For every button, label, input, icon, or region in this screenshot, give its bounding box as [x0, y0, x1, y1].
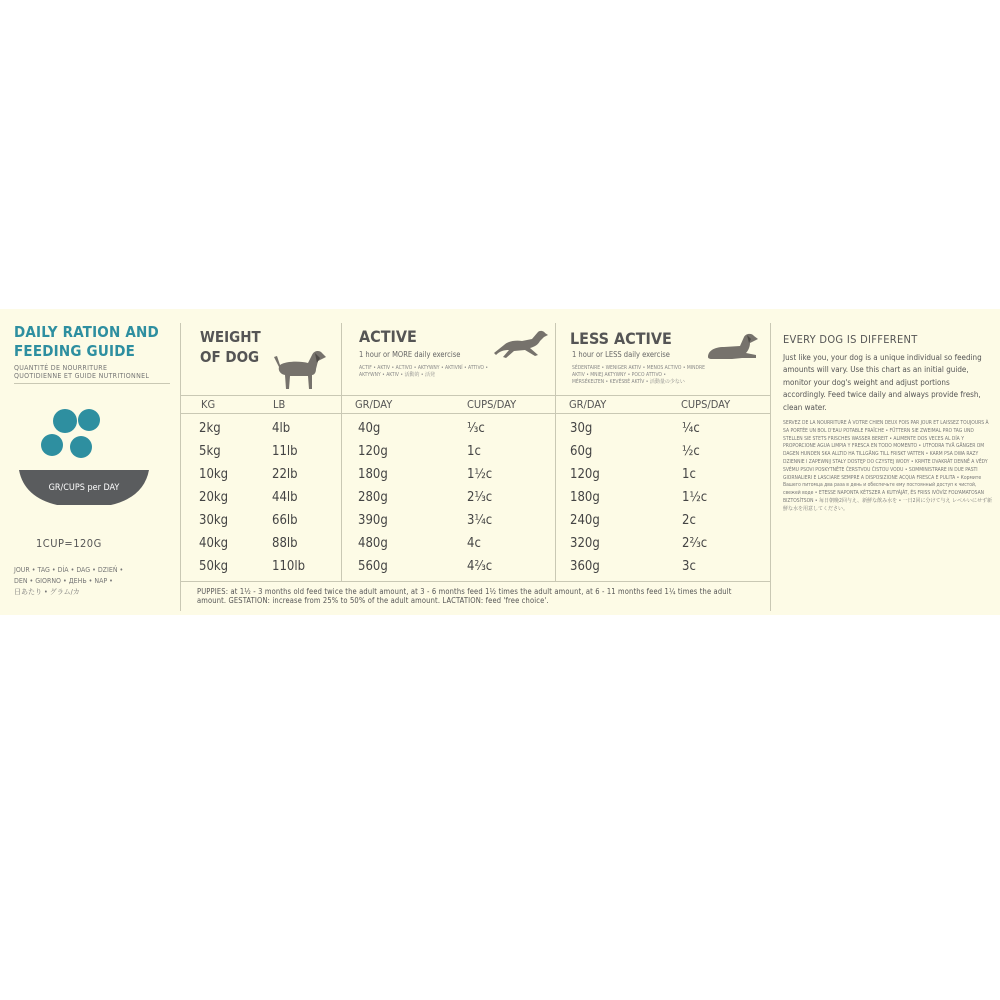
puppy-footnote: PUPPIES: at 1½ - 3 months old feed twice the adult amount, at 3 - 6 months feed 1½ times the adult amount, at 6 - 11 months feed 1¼ times the adult amount. GESTATION: increase from 25% to 50% of the adult amount. LACTATION: feed 'free choice'. — [197, 587, 732, 605]
weight-kg-cell: 30kg — [199, 513, 229, 528]
active-cups-cell: 2⅓c — [467, 490, 493, 505]
weight-kg-cell: 50kg — [199, 559, 229, 574]
feeding-guide-label — [0, 309, 1000, 615]
weight-lb-cell: 110lb — [272, 559, 305, 574]
less-cups-cell: 2c — [682, 513, 696, 528]
cup-conversion: 1CUP=120G — [36, 537, 102, 550]
every-dog-body: Just like you, your dog is a unique individual so feeding amounts will vary. Use this chart as an initial guide, monitor your dog's weight and adjust portions accordingly. Feed twice daily and always provide fresh, clean water. — [783, 353, 982, 412]
weight-lb-cell: 22lb — [272, 467, 298, 482]
active-gr-cell: 120g — [358, 444, 388, 459]
active-gr-cell: 280g — [358, 490, 388, 505]
divider — [14, 383, 170, 384]
less-cups-cell: 2⅔c — [682, 536, 708, 551]
table-row — [180, 467, 770, 490]
table-row — [180, 536, 770, 559]
column-header-active-gr: GR/DAY — [355, 398, 393, 411]
weight-lb-cell: 66lb — [272, 513, 298, 528]
bowl-label: GR/CUPS per DAY — [48, 483, 120, 493]
active-translations: ACTIF • AKTIV • ACTIVO • AKTYWNY • AKTIVNÍ • ATTIVO • AKTYWNY • AKTIV • 活動的 • 活発 — [359, 365, 489, 378]
weight-kg-cell: 5kg — [199, 444, 221, 459]
active-heading: ACTIVE — [359, 327, 417, 346]
weight-lb-cell: 44lb — [272, 490, 298, 505]
table-row — [180, 559, 770, 582]
active-gr-cell: 180g — [358, 467, 388, 482]
less-gr-cell: 320g — [570, 536, 600, 551]
column-header-kg: KG — [201, 398, 216, 411]
weight-kg-cell: 10kg — [199, 467, 229, 482]
table-row — [180, 513, 770, 536]
table-row — [180, 421, 770, 444]
divider — [180, 395, 770, 396]
weight-heading: WEIGHT OF DOG — [200, 328, 261, 366]
less-cups-cell: 1½c — [682, 490, 708, 505]
standing-dog-icon — [270, 345, 328, 393]
active-gr-cell: 480g — [358, 536, 388, 551]
divider — [180, 413, 770, 414]
less-gr-cell: 30g — [570, 421, 593, 436]
weight-kg-cell: 40kg — [199, 536, 229, 551]
column-header-less-cups: CUPS/DAY — [681, 398, 731, 411]
weight-lb-cell: 4lb — [272, 421, 291, 436]
active-cups-cell: 3¼c — [467, 513, 493, 528]
guide-title: DAILY RATION AND FEEDING GUIDE — [14, 323, 159, 360]
active-gr-cell: 560g — [358, 559, 388, 574]
less-active-description: 1 hour or LESS daily exercise — [572, 350, 670, 359]
active-cups-cell: 1c — [467, 444, 481, 459]
less-gr-cell: 240g — [570, 513, 600, 528]
weight-kg-cell: 2kg — [199, 421, 221, 436]
weight-lb-cell: 88lb — [272, 536, 298, 551]
less-cups-cell: ½c — [682, 444, 700, 459]
weight-lb-cell: 11lb — [272, 444, 298, 459]
less-active-translations: SÉDENTAIRE • WENIGER AKTIV • MENOS ACTIVO • MINDRE AKTIV • MNIEJ AKTYWNY • POCO ATTIVO • MÉRSÉKELTEN • KEVÉSBÉ AKTÍV • 活動量の少ない — [572, 365, 705, 385]
divider — [770, 323, 771, 611]
active-cups-cell: 1½c — [467, 467, 493, 482]
less-gr-cell: 360g — [570, 559, 600, 574]
lying-dog-icon — [704, 331, 762, 361]
day-translations: JOUR • TAG • DÍA • DAG • DZIEŃ • DEN • GIORNO • ДЕНЬ • NAP • 日あたり • グラム/カ — [14, 566, 124, 596]
every-dog-heading: EVERY DOG IS DIFFERENT — [783, 333, 918, 346]
feeding-translations: SERVEZ DE LA NOURRITURE À VOTRE CHIEN DEUX FOIS PAR JOUR ET LAISSEZ TOUJOURS À SA PORTÉE UN BOL D'EAU POTABLE FRAÎCHE • FÜTTERN SIE ZWEIMAL PRO TAG UND STELLEN SIE STETS FRISCHES WASSER BEREIT • ALIMENTE DOS VECES AL DÍA Y PROPORCIONE AGUA LIMPIA Y FRESCA EN TODO MOMENTO • UTFODRA TVÅ GÅNGER OM DAGEN HUNDEN SKA ALLTID HA TILLGÅNG TILL FRISKT VATTEN • KARM PSA DWA RAZY DZIENNIE I ZAPEWNIJ STAŁY DOSTĘP DO CZYSTEJ WODY • KRMTE DVAKRÁT DENNĚ A VĚDY SVÉMU PSOVI POSKYTNĚTE ČERSTVOU ČISTOU VODU • SOMMINISTRARE IN DUE PASTI GIORNALIERI E LASCIARE SEMPRE A DISPOSIZIONE ACQUA FRESCA E PULITA • Кормите Вашего питомца два раза в день и обеспечьте ему постоянный доступ к чистой, свежей воде • ETESSE NAPONTA KÉTSZER A KUTYÁJÁT, ÉS FRISS IVÓVÍZ FOLYAMATOSAN BIZTOSÍTSON • 毎日朝晩2回与え、新鮮な飲み水を • 一日2回に分けて与え レベルいにせず新鮮な水を用意してください。 — [783, 420, 992, 512]
column-header-active-cups: CUPS/DAY — [467, 398, 517, 411]
active-description: 1 hour or MORE daily exercise — [359, 350, 461, 359]
running-dog-icon — [492, 329, 550, 359]
food-bowl-icon — [14, 405, 154, 505]
active-cups-cell: 4c — [467, 536, 481, 551]
active-gr-cell: 40g — [358, 421, 381, 436]
table-row — [180, 490, 770, 513]
active-cups-cell: 4⅔c — [467, 559, 493, 574]
less-gr-cell: 60g — [570, 444, 593, 459]
less-gr-cell: 180g — [570, 490, 600, 505]
less-active-heading: LESS ACTIVE — [570, 329, 672, 348]
weight-kg-cell: 20kg — [199, 490, 229, 505]
less-cups-cell: 3c — [682, 559, 696, 574]
active-cups-cell: ⅓c — [467, 421, 485, 436]
column-header-lb: LB — [273, 398, 286, 411]
guide-subtitle: QUANTITÉ DE NOURRITURE QUOTIDIENNE ET GUIDE NUTRITIONNEL — [14, 364, 150, 380]
less-cups-cell: 1c — [682, 467, 696, 482]
less-cups-cell: ¼c — [682, 421, 700, 436]
table-row — [180, 444, 770, 467]
column-header-less-gr: GR/DAY — [569, 398, 607, 411]
active-gr-cell: 390g — [358, 513, 388, 528]
less-gr-cell: 120g — [570, 467, 600, 482]
